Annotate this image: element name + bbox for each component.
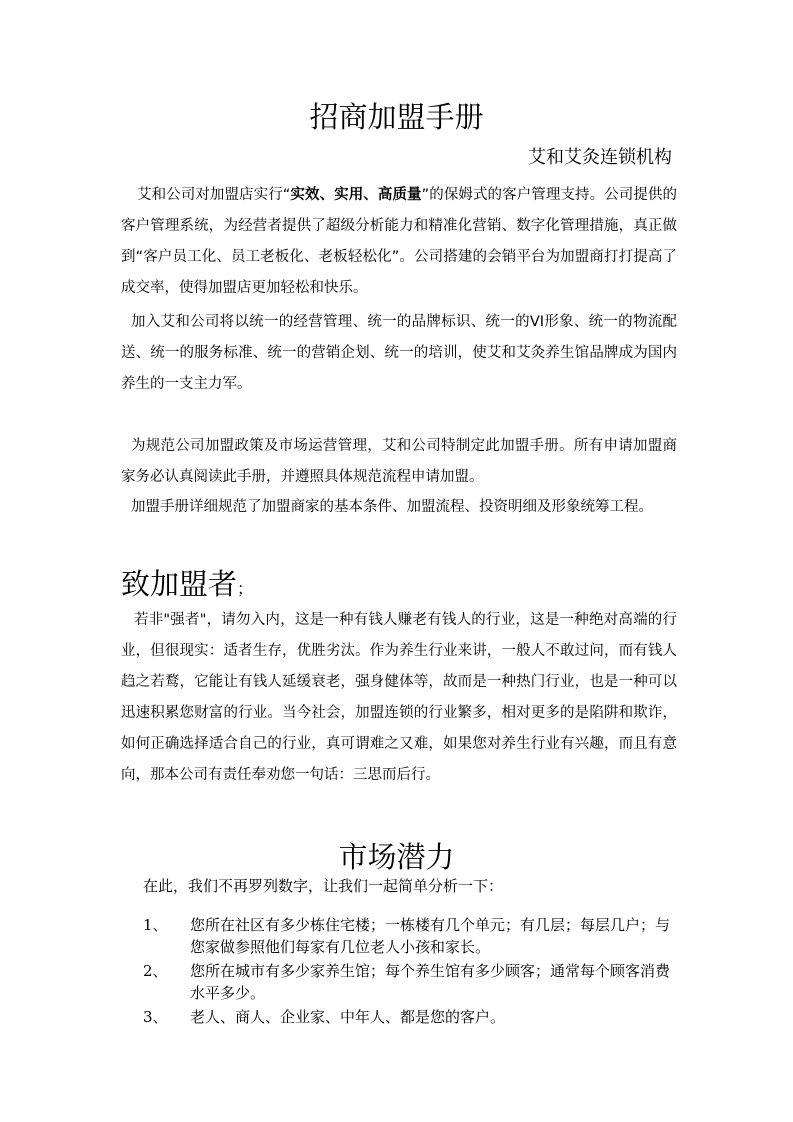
list-text: 您所在社区有多少栋住宅楼；一栋楼有几个单元；有几层；每层几户；与您家做参照他们每家有几位老人小孩和家长。 [190,916,671,956]
section-heading-text: 致加盟者 [121,567,238,601]
list-item [143,1006,683,1028]
market-intro: 在此，我们不再罗列数字，让我们一起简单分析一下： [143,877,504,895]
paragraph-to-franchisees: 若非"强者"，请勿入内，这是一种有钱人赚老有钱人的行业，这是一种绝对高端的行业，但很现实：适者生存，优胜劣汰。作为养生行业来讲，一般人不敢过问，而有钱人趋之若鹜，它能让有钱人延缓衰老，强身健体等，故而是一种热门行业，也是一种可以迅速积累您财富的行业。当今社会，加盟连锁的行业繁多，相对更多的是陷阱和欺诈，如何正确选择适合自己的行业，真可谓难之又难，如果您对养生行业有兴趣，而且有意向，那本公司有责任奉劝您一句话：三思而后行。 [121,612,677,783]
section-heading-market-potential: 市场潜力 [338,840,455,874]
market-list [143,914,683,1030]
paragraph-intro-bold: 实效、实用、高质量 [290,187,422,203]
paragraph-manual-purpose: 为规范公司加盟政策及市场运营管理，艾和公司特制定此加盟手册。所有申请加盟商家务必认真阅读此手册，并遵照具体规范流程申请加盟。 [121,438,677,485]
list-text: 老人、商人、企业家、中年人、都是您的客户。 [190,1008,506,1026]
section-heading-punct: ； [237,579,254,598]
paragraph-intro-after: ”的保姆式的客户管理支持。公司提供的客户管理系统，为经营者提供了超级分析能力和精准化营销、数字化管理措施，真正做到“客户员工化、员工老板化、老板轻松化”。公司搭建的会销平台为加盟商打打提高了成交率，使得加盟店更加轻松和快乐。 [121,187,678,296]
paragraph-unification: 加入艾和公司将以统一的经营管理、统一的品牌标识、统一的VI形象、统一的物流配送、统一的服务标准、统一的营销企划、统一的培训，使艾和艾灸养生馆品牌成为国内养生的一支主力军。 [121,314,677,392]
list-text: 您所在城市有多少家养生馆；每个养生馆有多少顾客；通常每个顾客消费水平多少。 [190,962,671,1002]
paragraph-intro-before: 艾和公司对加盟店实行“ [137,187,291,203]
list-number: 3、 [143,1008,168,1026]
organization-name: 艾和艾灸连锁机构 [528,147,672,168]
list-item [143,914,683,958]
paragraph-manual-scope: 加盟手册详细规范了加盟商家的基本条件、加盟流程、投资明细及形象统筹工程。 [131,499,653,515]
paragraph-intro [121,180,677,304]
list-number: 2、 [143,962,168,980]
document-title: 招商加盟手册 [309,100,484,134]
section-heading-to-franchisees [121,563,253,610]
list-item [143,960,683,1004]
list-number: 1、 [143,916,168,934]
